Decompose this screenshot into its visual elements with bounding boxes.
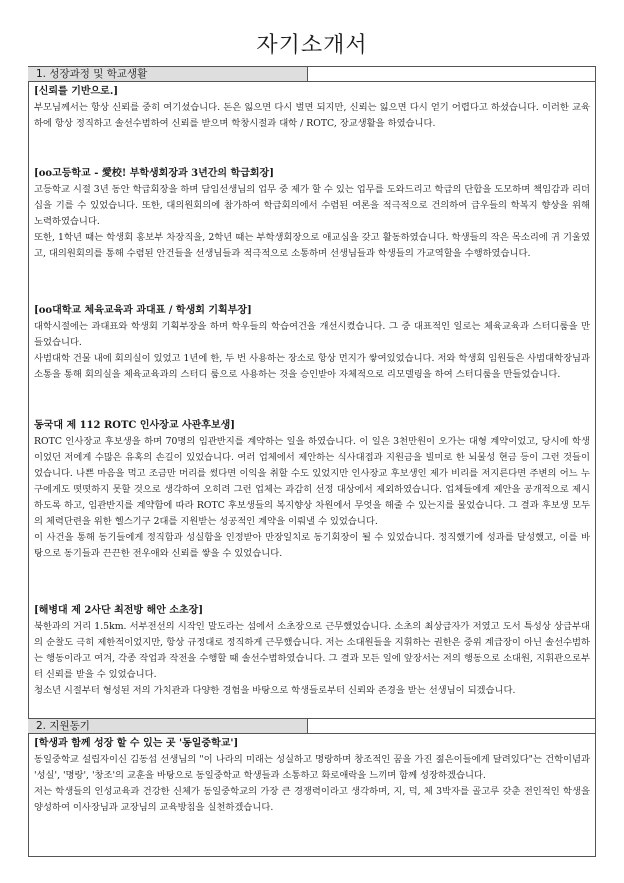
paragraph: 사범대학 건물 내에 회의실이 있었고 1년에 한, 두 번 사용하는 장소로 항상 먼지가 쌓여있었습니다. 저와 학생회 임원들은 사범대학장님과 소통을 통해 회의실을 체육교육과의 스터디 룸으로 사용하는 것을 승인받아 자체적으로 리모델링을 하여 스터디룸을 만들었습니다. xyxy=(34,353,591,380)
section-heading-motivation: 2. 지원동기 xyxy=(28,718,308,734)
paragraph: 저는 학생들의 인성교육과 건강한 신체가 동일중학교의 가장 큰 경쟁력이라고 생각하며, 지, 덕, 체 3박자를 골고루 갖춘 전인적인 학생을 양성하여 이사장님과 교장님의 교육방침을 실천하겠습니다. xyxy=(34,786,590,813)
paragraph: 대학시절에는 과대표와 학생회 기획부장을 하며 학우들의 학습여건을 개선시켰습니다. 그 중 대표적인 일로는 체육교육과 스터디룸을 만들었습니다. xyxy=(34,321,590,348)
item-marine xyxy=(34,603,590,699)
subheading-high-school: [oo고등학교 - 愛校! 부학생회장과 3년간의 학급회장] xyxy=(34,168,274,179)
subheading-dongil: [학생과 함께 성장 할 수 있는 곳 '동일중학교'] xyxy=(34,738,239,749)
item-dongil xyxy=(34,736,590,816)
paragraph: 고등학교 시절 3년 동안 학급회장을 하며 담임선생님의 업무 중 제가 할 수 있는 업무를 도와드리고 학급의 단합을 도모하며 책임감과 리더십을 기를 수 있었습니다. 또한, 대의원회의에 참가하여 학급회의에서 수렴된 여론을 적극적으로 건의하여 급우들의 학복지 향상을 위해 노력하였습니다. xyxy=(34,184,591,227)
section-divider xyxy=(308,81,596,82)
paragraph: 청소년 시절부터 형성된 저의 가치관과 다양한 경험을 바탕으로 학생들로부터 신뢰와 존경을 받는 선생님이 되겠습니다. xyxy=(34,685,516,696)
document-title: 자기소개서 xyxy=(256,33,368,58)
subheading-university: [oo대학교 체육교육과 과대표 / 학생회 기획부장] xyxy=(34,305,252,316)
subheading-rotc: 동국대 제 112 ROTC 인사장교 사관후보생] xyxy=(34,420,236,431)
subheading-marine: [해병대 제 2사단 최전방 해안 소초장] xyxy=(34,605,204,616)
paragraph: 동일중학교 설립자이신 김동섭 선생님의 "이 나라의 미래는 성실하고 명랑하며 창조적인 꿈을 가진 젊은이들에게 달려있다"는 건학이념과 '성실', '명랑', '창조'의 교훈을 바탕으로 동일중학교 학생들과 소통하고 화로애락을 느끼며 함께 성장하겠습니다. xyxy=(34,754,590,781)
section-divider xyxy=(308,733,596,734)
section-heading-growth: 1. 성장과정 및 학교생활 xyxy=(28,66,308,82)
paragraph: 이 사건을 통해 동기들에게 정직함과 성실함을 인정받아 만장일치로 동기회장이 될 수 있었습니다. 정직했기에 성과를 달성했고, 이를 바탕으로 동기들과 끈끈한 전우애와 신뢰를 쌓을 수 있었습니다. xyxy=(34,532,590,559)
item-university xyxy=(34,303,590,383)
paragraph: 북한과의 거리 1.5km. 서부전선의 시작인 말도라는 섬에서 소초장으로 근무했었습니다. 소초의 최상급자가 저였고 도서 특성상 상급부대의 순찰도 극히 제한적이었지만, 항상 규정대로 정직하게 근무했습니다. 저는 소대원들을 지휘하는 권한은 중위 계급장이 아닌 솔선수범하는 행동이라고 여겨, 각종 작업과 작전을 수행할 때 솔선수범하였습니다. 그 결과 모든 일에 앞장서는 저의 행동으로 소대원, 지휘관으로부터 신뢰를 받을 수 있었습니다. xyxy=(34,621,590,680)
item-high-school xyxy=(34,166,590,262)
item-rotc xyxy=(34,418,590,562)
item-trust xyxy=(34,84,590,132)
paragraph: 또한, 1학년 때는 학생회 홍보부 차장직을, 2학년 때는 부학생회장으로 애교심을 갖고 활동하였습니다. 학생들의 작은 목소리에 귀 기울였고, 대의원회의를 통해 수렴된 안건들을 선생님들과 적극적으로 소통하며 선생님들과 학생들의 가교역할을 수행하였습니다. xyxy=(34,232,590,259)
paragraph: 부모님께서는 항상 신뢰를 중히 여기셨습니다. 돈은 잃으면 다시 벌면 되지만, 신뢰는 잃으면 다시 얻기 어렵다고 하셨습니다. 이러한 교육 하에 항상 정직하고 솔선수범하여 신뢰를 받으며 학창시절과 대학 / ROTC, 장교생활을 하였습니다. xyxy=(34,102,590,129)
paragraph: ROTC 인사장교 후보생을 하며 70명의 임관반지를 계약하는 일을 하였습니다. 이 일은 3천만원이 오가는 대형 계약이었고, 당시에 학생이었던 저에게 수많은 유혹의 손길이 있었습니다. 여러 업체에서 제안하는 식사대접과 지원금을 빌미로 한 뇌물성 현금 등이 그런 것들이었습니다. 나쁜 마음을 먹고 조금만 머리를 썼다면 이익을 취할 수도 있었지만 인사장교 후보생인 제가 비리를 저지른다면 주변의 어느 누구에게도 떳떳하지 못할 것으로 생각하여 오히려 그런 업체는 과감히 선정 대상에서 제외하였습니다. 업체들에게 제안을 공개적으로 제시하도록 하고, 임관반지를 계약함에 따라 ROTC 후보생들의 복지향상 차원에서 무엇을 해줄 수 있는지를 물었습니다. 그 결과 후보생 모두의 체력단련을 위한 헬스기구 2대를 지원받는 성공적인 계약을 이뤄낼 수 있었습니다. xyxy=(34,436,590,527)
section-divider xyxy=(308,718,596,719)
subheading-trust: [신뢰를 기반으로.] xyxy=(34,86,119,97)
